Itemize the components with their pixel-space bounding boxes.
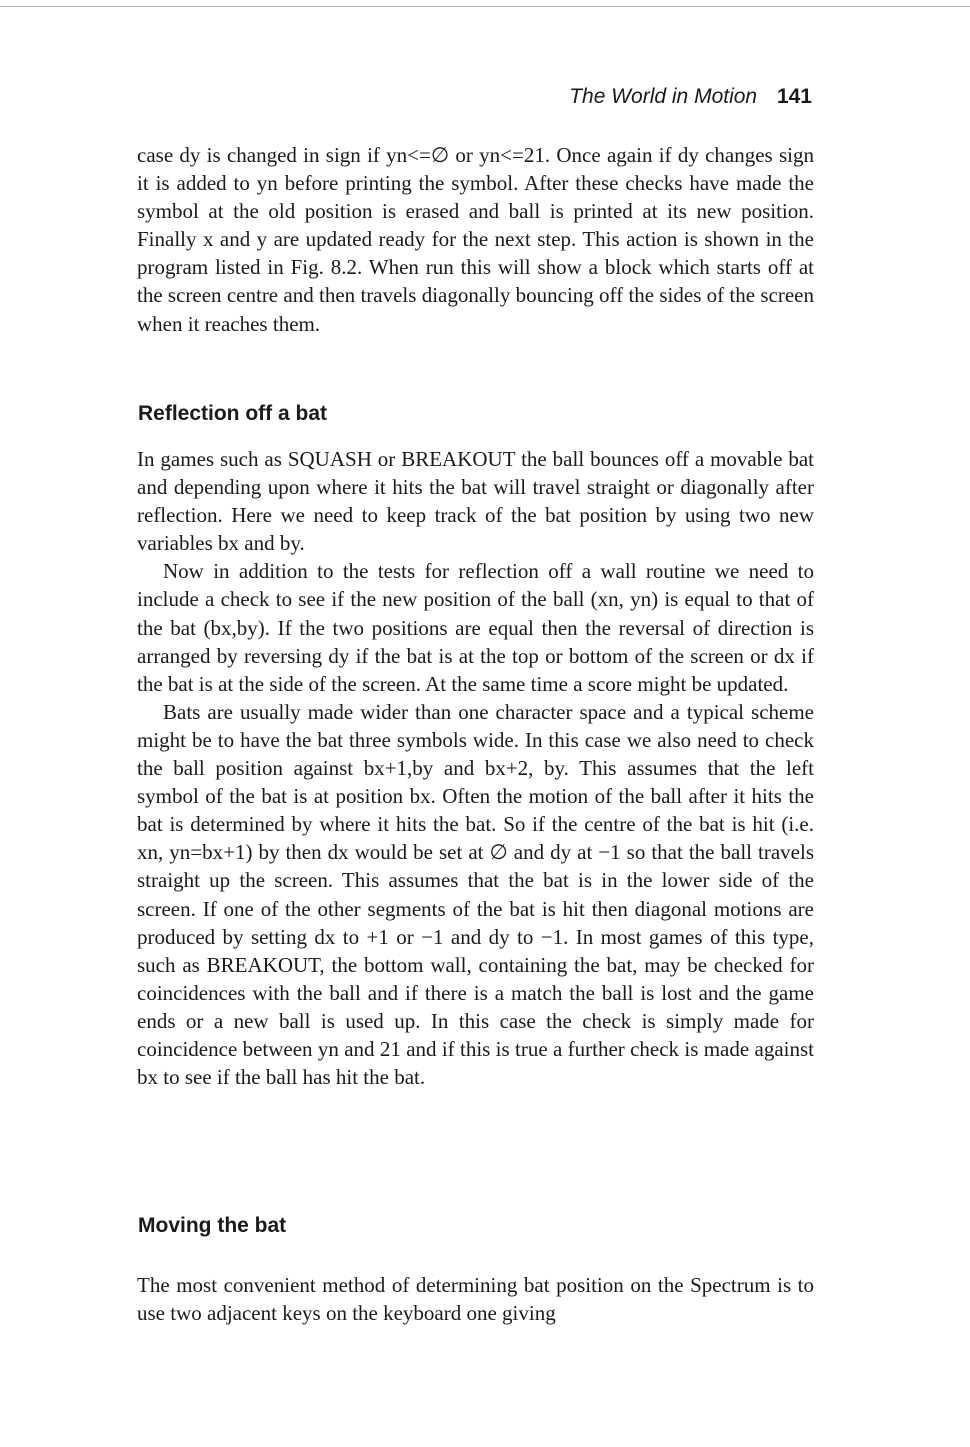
reflection-block <box>137 445 814 1091</box>
page-number: 141 <box>776 85 812 108</box>
top-rule <box>0 6 970 7</box>
body-paragraph: Now in addition to the tests for reflection off a wall routine we need to include a check to see if the new position of the ball (xn, yn) is equal to that of the bat (bx,by). If the two positions are equal then the reversal of direction is arranged by reversing dy if the bat is at the top or bottom of the screen or dx if the bat is at the side of the screen. At the same time a score might be updated. <box>137 559 814 696</box>
section-heading-reflection: Reflection off a bat <box>138 402 328 425</box>
intro-paragraph: case dy is changed in sign if yn<=∅ or yn<=21. Once again if dy changes sign it is added to yn before printing the symbol. After these checks have made the symbol at the old position is erased and ball is printed at its new position. Finally x and y are updated ready for the next step. This action is shown in the program listed in Fig. 8.2. When run this will show a block which starts off at the screen centre and then travels diagonally bouncing off the sides of the screen when it reaches them. <box>137 143 814 336</box>
body-paragraph: In games such as SQUASH or BREAKOUT the ball bounces off a movable bat and depending upon where it hits the bat will travel straight or diagonally after reflection. Here we need to keep track of the bat position by using two new variables bx and by. <box>137 447 814 556</box>
section-heading-moving: Moving the bat <box>138 1214 287 1237</box>
body-paragraph: The most convenient method of determining bat position on the Spectrum is to use two adjacent keys on the keyboard one giving <box>137 1273 814 1326</box>
running-head-title: The World in Motion <box>569 85 758 108</box>
moving-block <box>137 1271 814 1327</box>
intro-block <box>137 141 814 338</box>
body-paragraph: Bats are usually made wider than one character space and a typical scheme might be to have the bat three symbols wide. In this case we also need to check the ball position against bx+1,by and bx+2, by. This assumes that the left symbol of the bat is at position bx. Often the motion of the ball after it hits the bat is determined by where it hits the bat. So if the centre of the bat is hit (i.e. xn, yn=bx+1) by then dx would be set at ∅ and dy at −1 so that the ball travels straight up the screen. This assumes that the bat is in the lower side of the screen. If one of the other segments of the bat is hit then diagonal motions are produced by setting dx to +1 or −1 and dy to −1. In most games of this type, such as BREAKOUT, the bottom wall, containing the bat, may be checked for coincidences with the ball and if there is a match the ball is lost and the game ends or a new ball is used up. In this case the check is simply made for coincidence between yn and 21 and if this is true a further check is made against bx to see if the ball has hit the bat. <box>137 699 814 1090</box>
running-head <box>569 84 812 110</box>
